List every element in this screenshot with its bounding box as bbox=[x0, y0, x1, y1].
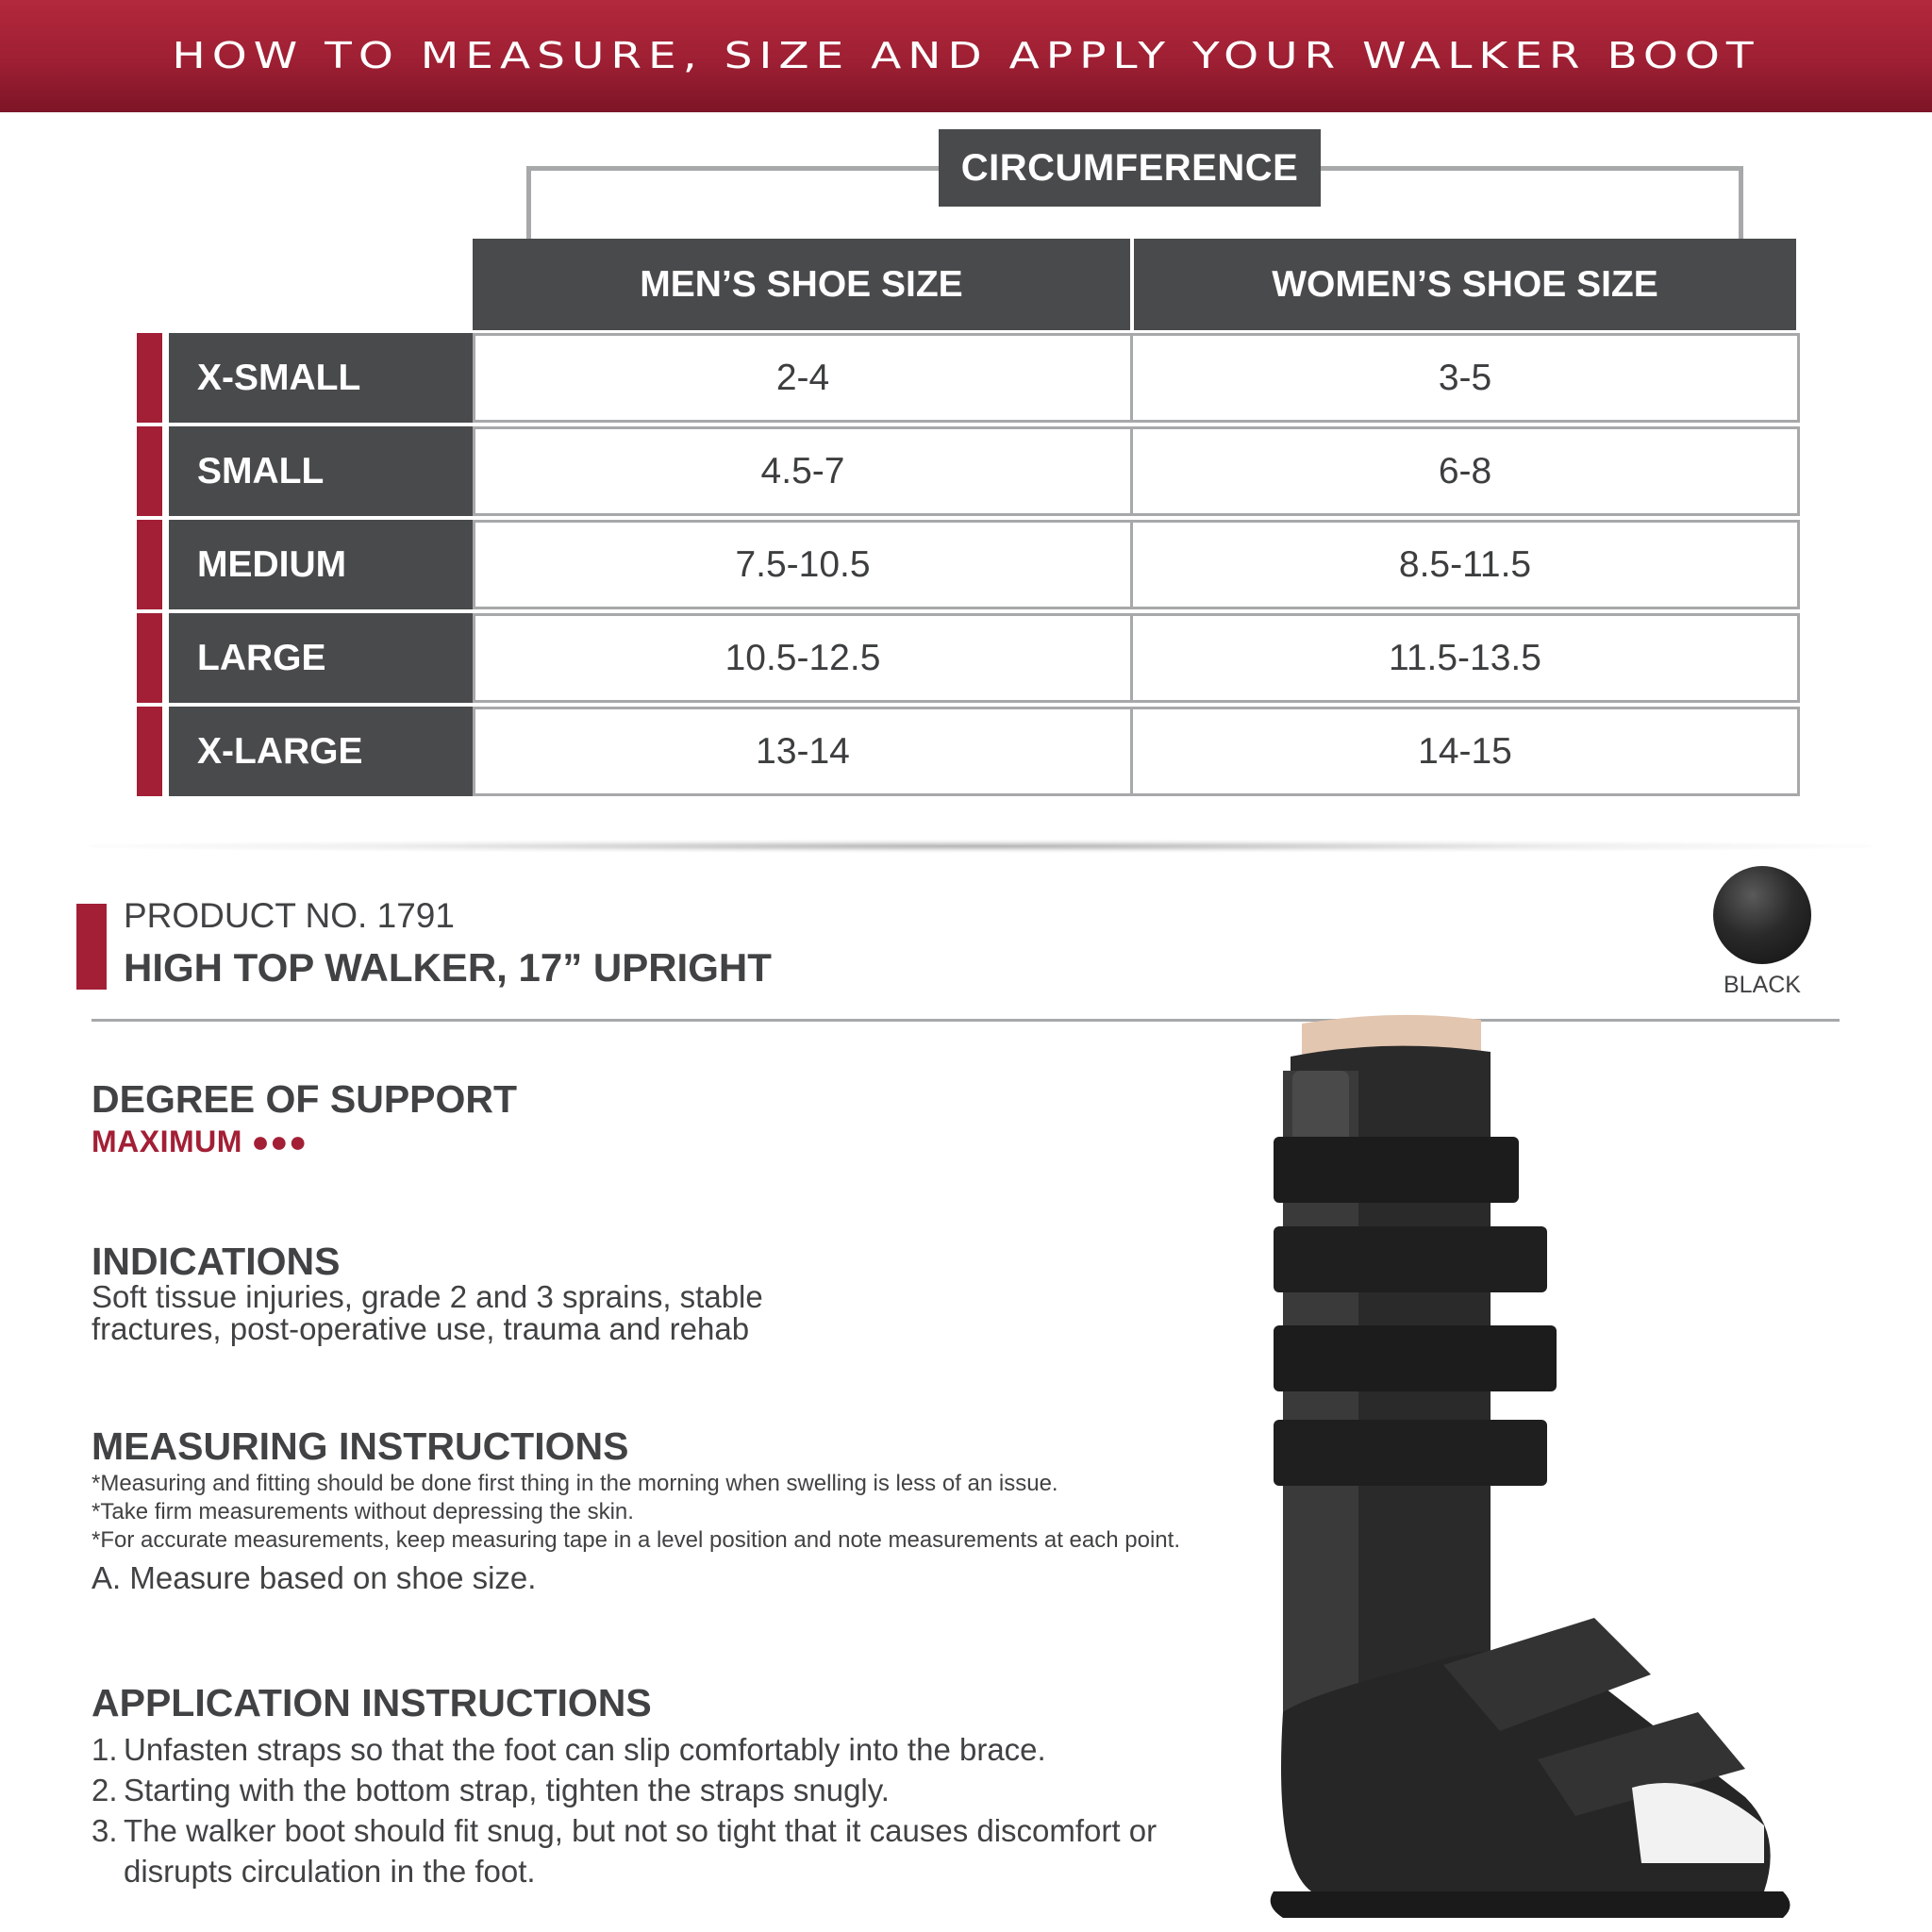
list-item bbox=[92, 1810, 1218, 1891]
row-accent bbox=[137, 426, 162, 516]
table-row bbox=[137, 520, 1800, 609]
product-number: PRODUCT NO. 1791 bbox=[124, 896, 455, 935]
list-item bbox=[92, 1729, 1218, 1770]
product-accent-bar bbox=[76, 904, 107, 990]
support-heading: DEGREE OF SUPPORT bbox=[92, 1077, 518, 1121]
row-accent bbox=[137, 520, 162, 609]
application-heading: APPLICATION INSTRUCTIONS bbox=[92, 1681, 652, 1724]
step-number: 2. bbox=[92, 1773, 118, 1807]
women-size-cell: 11.5-13.5 bbox=[1130, 613, 1800, 703]
size-label: X-SMALL bbox=[169, 333, 607, 423]
measuring-note: *For accurate measurements, keep measuring tape in a level position and note measurements at each point. bbox=[92, 1527, 1180, 1553]
step-text: Unfasten straps so that the foot can slip comfortably into the brace. bbox=[124, 1732, 1046, 1767]
measuring-note: *Measuring and fitting should be done first thing in the morning when swelling is less of an issue. bbox=[92, 1471, 1058, 1496]
product-name: HIGH TOP WALKER, 17” UPRIGHT bbox=[124, 945, 772, 990]
color-swatch bbox=[1713, 866, 1811, 964]
row-accent bbox=[137, 333, 162, 423]
men-size-cell: 13-14 bbox=[473, 707, 1133, 796]
measuring-heading: MEASURING INSTRUCTIONS bbox=[92, 1424, 629, 1468]
step-number: 1. bbox=[92, 1732, 118, 1767]
women-size-cell: 6-8 bbox=[1130, 426, 1800, 516]
walker-boot-image bbox=[1255, 1014, 1811, 1920]
men-size-cell: 4.5-7 bbox=[473, 426, 1133, 516]
step-number: 3. bbox=[92, 1813, 118, 1848]
row-accent bbox=[137, 707, 162, 796]
measuring-note: *Take firm measurements without depressing the skin. bbox=[92, 1499, 634, 1524]
step-text: Starting with the bottom strap, tighten the straps snugly. bbox=[124, 1773, 890, 1807]
support-level: MAXIMUM ●●● bbox=[92, 1124, 308, 1158]
table-row bbox=[137, 613, 1800, 703]
step-text: The walker boot should fit snug, but not so tight that it causes discomfort or disrupts circulation in the foot. bbox=[124, 1813, 1158, 1889]
row-accent bbox=[137, 613, 162, 703]
application-steps bbox=[92, 1729, 1218, 1891]
men-size-cell: 10.5-12.5 bbox=[473, 613, 1133, 703]
men-size-cell: 2-4 bbox=[473, 333, 1133, 423]
size-label: X-LARGE bbox=[169, 707, 607, 796]
size-label: LARGE bbox=[169, 613, 607, 703]
indications-heading: INDICATIONS bbox=[92, 1240, 341, 1283]
column-header-women: WOMEN’S SHOE SIZE bbox=[1134, 239, 1796, 330]
color-swatch-label: BLACK bbox=[1724, 972, 1801, 998]
header-banner bbox=[0, 0, 1932, 112]
indications-line: fractures, post-operative use, trauma and rehab bbox=[92, 1311, 750, 1346]
size-label: SMALL bbox=[169, 426, 607, 516]
list-item bbox=[92, 1770, 1218, 1810]
measuring-step-a: A. Measure based on shoe size. bbox=[92, 1560, 537, 1595]
size-label: MEDIUM bbox=[169, 520, 607, 609]
women-size-cell: 3-5 bbox=[1130, 333, 1800, 423]
indications-line: Soft tissue injuries, grade 2 and 3 sprains, stable bbox=[92, 1279, 763, 1314]
table-row bbox=[137, 707, 1800, 796]
page-title: HOW TO MEASURE, SIZE AND APPLY YOUR WALKER BOOT bbox=[172, 34, 1760, 78]
section-divider bbox=[90, 840, 1873, 853]
men-size-cell: 7.5-10.5 bbox=[473, 520, 1133, 609]
table-row bbox=[137, 333, 1800, 423]
women-size-cell: 14-15 bbox=[1130, 707, 1800, 796]
column-header-men: MEN’S SHOE SIZE bbox=[473, 239, 1130, 330]
circumference-label: CIRCUMFERENCE bbox=[939, 129, 1321, 207]
women-size-cell: 8.5-11.5 bbox=[1130, 520, 1800, 609]
table-row bbox=[137, 426, 1800, 516]
